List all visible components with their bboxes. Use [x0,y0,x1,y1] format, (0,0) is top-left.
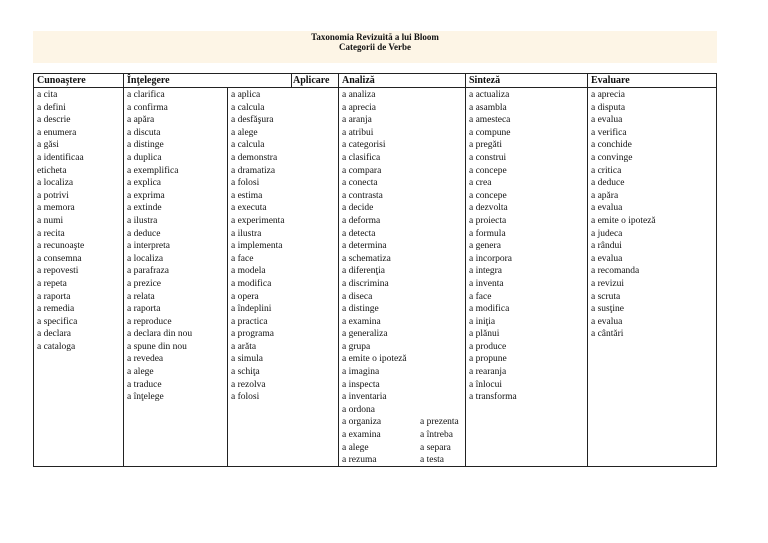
verb-item: a ilustra [231,228,262,239]
verb-item: a evalua [591,316,623,327]
header-evaluare: Evaluare [591,75,630,86]
verb-item: a experimenta [231,215,285,226]
verb-item: a generaliza [342,329,388,340]
verb-item: a numi [37,215,64,226]
verb-item: a apăra [127,115,155,126]
verb-item: a opera [231,291,259,302]
header-intelegere: Înţelegere [127,75,170,86]
verb-item: a declara [37,329,72,340]
verb-item: a enumera [37,127,77,138]
verb-item: a parafraza [127,266,169,277]
verb-item: a plănui [469,329,500,340]
verb-item: a cataloga [37,341,76,352]
verb-item: a exemplifica [127,165,179,176]
verb-item: a distinge [127,140,164,151]
column-divider [587,73,588,466]
verb-item: a evalua [591,115,623,126]
list-cunoastere [37,89,84,353]
verb-item: a modifica [469,304,510,315]
verb-item: a reproduce [127,316,172,327]
verb-item: eticheta [37,165,67,176]
verb-item: a extinde [127,203,162,214]
verb-item: a dramatiza [231,165,276,176]
verb-item: a declara din nou [127,329,193,340]
verb-item: a cita [37,90,58,100]
verb-item: a raporta [127,304,161,315]
list-sinteza [469,89,517,404]
verb-item: a conchide [591,140,632,151]
verb-item: a aprecia [591,90,626,100]
verb-item: a crea [469,178,492,189]
verb-item: a diferenţia [342,266,385,277]
verb-item: a traduce [127,379,162,390]
verb-item: a aprecia [342,102,377,113]
verb-item: a găsi [37,140,59,151]
verb-item: a alege [127,367,154,378]
verb-item: a incorpora [469,253,512,264]
verb-item: a produce [469,341,507,352]
verb-item: a defini [37,102,66,113]
verb-item: a dezvolta [469,203,508,214]
verb-item: a emite o ipoteză [342,354,407,365]
verb-item: a deforma [342,215,381,226]
verb-item: a verifica [591,127,627,138]
verb-item: a scruta [591,291,621,302]
verb-item: a înţelege [127,392,164,403]
verb-item: a contrasta [342,190,383,201]
verb-item: a construi [469,152,507,163]
verb-item: a clasifica [342,152,381,163]
column-divider [227,88,228,467]
verb-item: a susţine [591,304,624,315]
verb-item: a programa [231,329,274,340]
verb-item: a actualiza [469,90,510,100]
header-divider [33,87,717,88]
header-aplicare: Aplicare [293,75,330,86]
verb-item: a implementa [231,241,283,252]
verb-item: a asambla [469,102,507,113]
verb-item: a descrie [37,115,71,126]
verb-item: a deduce [591,178,625,189]
list-aplicare [231,89,285,404]
verb-item: a prezenta [420,417,459,428]
verb-item: a exprima [127,190,165,201]
verb-item: a face [231,253,254,264]
verb-item: a critica [591,165,622,176]
verb-item: a inventaria [342,392,387,403]
verb-item: a apăra [591,190,619,201]
verb-item: a analiza [342,90,376,100]
verb-item: a raporta [37,291,71,302]
verb-item: a cântări [591,329,624,340]
verb-item: a rezuma [342,455,377,466]
verb-item: a demonstra [231,152,278,163]
list-intelegere [127,89,192,404]
verb-item: a localiza [37,178,74,189]
verb-item: a proiecta [469,215,507,226]
verb-item: a aplica [231,90,261,100]
verb-item: a concepe [469,165,507,176]
verb-item: a folosi [231,392,260,403]
verb-item: a disputa [591,102,626,113]
verb-item: a localiza [127,253,164,264]
verb-item: a modela [231,266,266,277]
verb-item: a categorisi [342,140,386,151]
verb-item: a rezolva [231,379,266,390]
verb-item: a prezice [127,278,162,289]
verb-item: a repeta [37,278,67,289]
verb-item: a specifica [37,316,78,327]
verb-item: a evalua [591,203,623,214]
verb-item: a rearanja [469,367,507,378]
verb-item: a memora [37,203,75,214]
verb-item: a schiţa [231,367,260,378]
verb-item: a organiza [342,417,382,428]
verb-item: a integra [469,266,502,277]
verb-item: a modifica [231,278,272,289]
verb-item: a recomanda [591,266,640,277]
verb-item: a aranja [342,115,372,126]
verb-item: a estima [231,190,263,201]
verb-item: a discuta [127,127,161,138]
verb-item: a repovesti [37,266,79,277]
verb-item: a deduce [127,228,161,239]
verb-item: a genera [469,241,501,252]
column-divider [123,73,124,466]
verb-item: a inspecta [342,379,380,390]
verb-item: a consemna [37,253,82,264]
verb-item: a conecta [342,178,378,189]
verb-item: a simula [231,354,263,365]
verb-item: a revedea [127,354,164,365]
verb-item: a face [469,291,492,302]
verb-item: a testa [420,455,445,466]
verb-item: a explica [127,178,162,189]
verb-item: a grupa [342,341,371,352]
verb-pair-row [342,442,451,455]
verb-item: a convinge [591,152,633,163]
verb-item: a diseca [342,291,373,302]
verb-item: a separa [420,442,451,453]
verb-item: a spune din nou [127,341,187,352]
verb-item: a remedia [37,304,75,315]
verb-item: a întreba [420,430,453,441]
verb-item: a transforma [469,392,517,403]
title-line-2: Categorii de Verbe [339,42,411,52]
verb-item: a pregăti [469,140,502,151]
verb-item: a emite o ipoteză [591,215,656,226]
verb-item: a rândui [591,241,622,252]
verb-item: a compune [469,127,511,138]
title-banner [33,31,717,63]
verb-item: a ordona [342,404,375,415]
verb-item: a arăta [231,341,257,352]
verb-item: a concepe [469,190,507,201]
verb-item: a atribui [342,127,374,138]
verb-item: a decide [342,203,374,214]
verb-item: a înlocui [469,379,502,390]
verb-item: a folosi [231,178,260,189]
list-evaluare [591,89,656,341]
verb-item: a confirma [127,102,168,113]
verb-item: a distinge [342,304,379,315]
verb-item: a judeca [591,228,623,239]
verb-item: a identificaa [37,152,84,163]
verb-item: a formula [469,228,506,239]
verb-item: a ilustra [127,215,158,226]
column-divider [465,73,466,466]
verb-item: a executa [231,203,267,214]
verb-item: a propune [469,354,507,365]
verb-item: a calcula [231,102,265,113]
verb-item: a recunoaşte [37,241,85,252]
verb-item: a discrimina [342,278,389,289]
verb-pair-row [342,429,453,442]
verb-item: a clarifica [127,90,165,100]
verb-item: a calcula [231,140,265,151]
verb-item: a examina [342,430,381,441]
verb-item: a îndeplini [231,304,272,315]
verb-item: a amesteca [469,115,511,126]
verb-item: a alege [231,127,258,138]
verb-item: a relata [127,291,155,302]
title-line-1: Taxonomia Revizuită a lui Bloom [311,32,439,42]
verb-item: a inventa [469,278,504,289]
verb-item: a interpreta [127,241,170,252]
header-sinteza: Sinteză [469,75,501,86]
header-cunoastere: Cunoaştere [37,75,86,86]
verb-item: a iniţia [469,316,496,327]
list-analiza [342,89,459,467]
column-divider [338,73,339,466]
verb-item: a alege [342,442,369,453]
verb-item: a practica [231,316,268,327]
verb-item: a compara [342,165,382,176]
verb-pair-row [342,454,445,467]
verb-item: a detecta [342,228,376,239]
verb-item: a determina [342,241,387,252]
verb-item: a revizui [591,278,624,289]
verb-item: a recita [37,228,65,239]
verb-item: a potrivi [37,190,69,201]
verb-pair-row [342,416,459,429]
column-divider [291,73,292,87]
verb-item: a imagina [342,367,380,378]
verb-item: a examina [342,316,381,327]
header-analiza: Analiză [342,75,375,86]
verb-item: a evalua [591,253,623,264]
verb-item: a duplica [127,152,162,163]
verb-item: a desfăşura [231,115,274,126]
verb-item: a schematiza [342,253,391,264]
